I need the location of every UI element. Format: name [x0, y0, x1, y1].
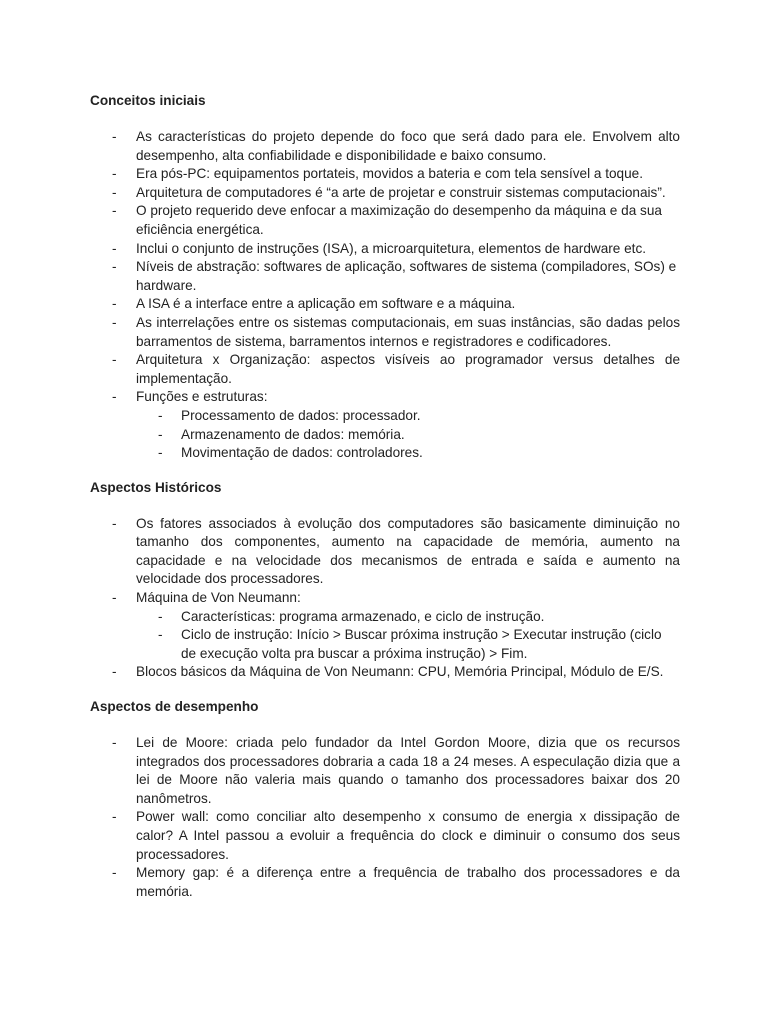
sub-list-item: - Armazenamento de dados: memória. [136, 426, 680, 445]
list-item: - Blocos básicos da Máquina de Von Neumann: CPU, Memória Principal, Módulo de E/S. [90, 663, 680, 682]
bullet-list [90, 515, 680, 682]
document-content [90, 92, 680, 901]
list-item: - Power wall: como conciliar alto desempenho x consumo de energia x dissipação de calor? A Intel passou a evoluir a frequência do clock e diminuir o consumo dos seus processadores. [90, 808, 680, 864]
sub-list-item: - Movimentação de dados: controladores. [136, 444, 680, 463]
section-conceitos-iniciais [90, 92, 680, 463]
list-item: - Lei de Moore: criada pelo fundador da Intel Gordon Moore, dizia que os recursos integrados dos processadores dobraria a cada 18 a 24 meses. A especulação dizia que a lei de Moore não valeria mais quando o tamanho dos processadores baixar dos 20 nanômetros. [90, 734, 680, 808]
list-item [90, 589, 680, 663]
bullet-list [90, 128, 680, 463]
list-item: - Os fatores associados à evolução dos computadores são basicamente diminuição no tamanho dos componentes, aumento na capacidade de memória, aumento na capacidade e na velocidade dos mecanismos de entrada e saída e aumento na velocidade dos processadores. [90, 515, 680, 589]
sub-bullet-list [136, 407, 680, 463]
sub-list-item: - Ciclo de instrução: Início > Buscar próxima instrução > Executar instrução (ciclo de execução volta pra buscar a próxima instrução) > Fim. [136, 626, 680, 663]
list-item: - Arquitetura x Organização: aspectos visíveis ao programador versus detalhes de implementação. [90, 351, 680, 388]
sub-list-item: - Processamento de dados: processador. [136, 407, 680, 426]
section-title: Conceitos iniciais [90, 93, 206, 108]
list-item: - Níveis de abstração: softwares de aplicação, softwares de sistema (compiladores, SOs) e hardware. [90, 258, 680, 295]
list-item: - As características do projeto depende do foco que será dado para ele. Envolvem alto desempenho, alta confiabilidade e disponibilidade e baixo consumo. [90, 128, 680, 165]
list-item: - As interrelações entre os sistemas computacionais, em suas instâncias, são dadas pelos barramentos de sistema, barramentos internos e registradores e codificadores. [90, 314, 680, 351]
section-aspectos-de-desempenho [90, 698, 680, 901]
sub-bullet-list [136, 608, 680, 664]
list-item: - Memory gap: é a diferença entre a frequência de trabalho dos processadores e da memória. [90, 864, 680, 901]
sub-list-item: - Características: programa armazenado, e ciclo de instrução. [136, 608, 680, 627]
list-item [90, 388, 680, 462]
bullet-list [90, 734, 680, 901]
list-item: - Arquitetura de computadores é “a arte de projetar e construir sistemas computacionais”. [90, 184, 680, 203]
list-item: - A ISA é a interface entre a aplicação em software e a máquina. [90, 295, 680, 314]
section-title: Aspectos Históricos [90, 479, 222, 495]
list-item-text: Funções e estruturas: [136, 389, 268, 405]
list-item: - Era pós-PC: equipamentos portateis, movidos a bateria e com tela sensível a toque. [90, 165, 680, 184]
list-item: - Inclui o conjunto de instruções (ISA), a microarquitetura, elementos de hardware etc. [90, 240, 680, 259]
section-aspectos-historicos [90, 479, 680, 682]
section-title: Aspectos de desempenho [90, 699, 259, 715]
list-item: - O projeto requerido deve enfocar a maximização do desempenho da máquina e da sua eficiência energética. [90, 202, 680, 239]
list-item-text: Máquina de Von Neumann: [136, 590, 301, 606]
